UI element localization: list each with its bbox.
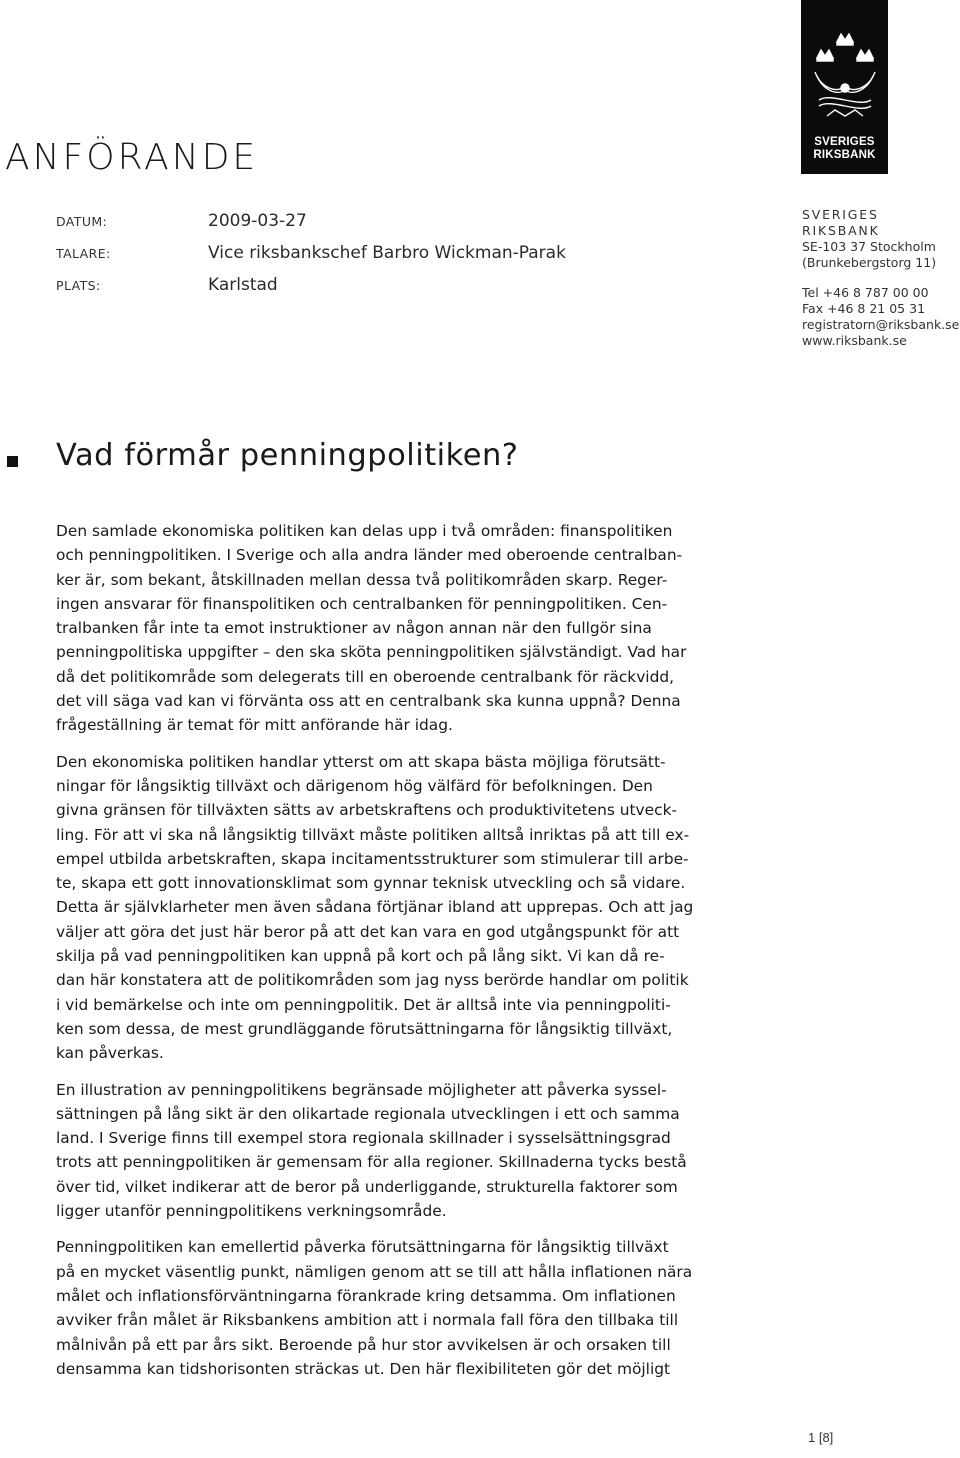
- email-link[interactable]: registratorn@riksbank.se: [802, 317, 960, 332]
- place-value: Karlstad: [208, 275, 278, 295]
- text-line: givna gränsen för tillväxten sätts av arbetskraftens och produktivitetens utveck-: [56, 801, 678, 820]
- text-line: tralbanken får inte ta emot instruktioner av någon annan när den fullgör sina: [56, 619, 652, 638]
- address-block: [802, 207, 960, 349]
- text-line: målnivån på ett par års sikt. Beroende på hur stor avvikelsen är och orsaken till: [56, 1335, 671, 1354]
- speech-title: Vad förmår penningpolitiken?: [56, 438, 519, 473]
- speaker-value: Vice riksbankschef Barbro Wickman-Parak: [208, 243, 566, 263]
- meta-row-date: [56, 205, 616, 237]
- text-line: Penningpolitiken kan emellertid påverka förutsättningarna för långsiktig tillväxt: [56, 1238, 669, 1257]
- text-line: avviker från målet är Riksbankens ambition att i normala fall föra den tillbaka till: [56, 1311, 679, 1330]
- text-line: skilja på vad penningpolitiken kan uppnå på kort och på lång sikt. Vi kan då re-: [56, 947, 665, 966]
- paragraph-4: [56, 1235, 756, 1381]
- fax-number: Fax +46 8 21 05 31: [802, 301, 926, 316]
- postal-address: SE-103 37 Stockholm: [802, 239, 936, 254]
- paragraph-1: [56, 519, 756, 738]
- text-line: dan här konstatera att de politikområden som jag nyss berörde handlar om politik: [56, 971, 689, 990]
- text-line: väljer att göra det just här beror på att det kan vara en god utgångspunkt för att: [56, 922, 680, 941]
- text-line: då det politikområde som delegerats till en oberoende centralbank för räckvidd,: [56, 667, 675, 686]
- paragraph-2: [56, 750, 756, 1066]
- text-line: målet och inflationsförväntningarna förankrade kring detsamma. Om inflationen: [56, 1286, 676, 1305]
- logo-text: [813, 136, 875, 162]
- document-type-heading: ANFÖRANDE: [5, 137, 259, 178]
- text-line: det vill säga vad kan vi förvänta oss att en centralbank ska kunna uppnå? Denna: [56, 692, 681, 711]
- page-number: 1 [8]: [808, 1430, 834, 1445]
- text-line: penningpolitiska uppgifter – den ska sköta penningpolitiken självständigt. Vad har: [56, 643, 687, 662]
- text-line: empel utbilda arbetskraften, skapa incitamentsstrukturer som stimulerar till arbe-: [56, 849, 689, 868]
- date-label: DATUM:: [56, 213, 108, 229]
- riksbank-logo: [801, 0, 888, 174]
- phone-number: Tel +46 8 787 00 00: [802, 285, 929, 300]
- street-address: (Brunkebergstorg 11): [802, 255, 937, 270]
- text-line: sättningen på lång sikt är den olikartade regionala utvecklingen i ett och samma: [56, 1104, 680, 1123]
- title-bullet-icon: [7, 456, 18, 467]
- text-line: ker är, som bekant, åtskillnaden mellan dessa två politikområden skarp. Reger-: [56, 570, 668, 589]
- place-label: PLATS:: [56, 277, 101, 293]
- speech-body: [56, 519, 756, 1393]
- text-line: En illustration av penningpolitikens begränsade möjligheter att påverka syssel-: [56, 1080, 667, 1099]
- bank-name: SVERIGES RIKSBANK: [802, 207, 880, 238]
- text-line: i vid bemärkelse och inte om penningpolitik. Det är alltså inte via penningpoliti-: [56, 995, 671, 1014]
- text-line: kan påverkas.: [56, 1044, 164, 1063]
- text-line: ligger utanför penningpolitikens verkningsområde.: [56, 1202, 447, 1221]
- text-line: över tid, vilket indikerar att de beror på underliggande, strukturella faktorer som: [56, 1177, 678, 1196]
- meta-row-speaker: [56, 237, 616, 269]
- text-line: Den samlade ekonomiska politiken kan delas upp i två områden: finanspolitiken: [56, 522, 673, 540]
- meta-row-place: [56, 269, 616, 301]
- text-line: och penningpolitiken. I Sverige och alla andra länder med oberoende centralban-: [56, 546, 683, 565]
- text-line: densamma kan tidshorisonten sträckas ut. Den här flexibiliteten gör det möjligt: [56, 1359, 671, 1378]
- logo-line-1: SVERIGES: [814, 136, 875, 148]
- paragraph-3: [56, 1078, 756, 1224]
- speaker-label: TALARE:: [56, 245, 111, 261]
- text-line: ningar för långsiktig tillväxt och därigenom hög välfärd för befolkningen. Den: [56, 776, 653, 795]
- riksbank-crown-emblem-icon: [807, 24, 883, 134]
- text-line: ingen ansvarar för finanspolitiken och centralbanken för penningpolitiken. Cen-: [56, 594, 668, 613]
- text-line: trots att penningpolitiken är gemensam för alla regioner. Skillnaderna tycks bestå: [56, 1153, 687, 1172]
- meta-block: [56, 205, 616, 301]
- text-line: på en mycket väsentlig punkt, nämligen genom att se till att hålla inflationen nära: [56, 1262, 693, 1281]
- text-line: frågeställning är temat för mitt anförande här idag.: [56, 716, 453, 735]
- text-line: ken som dessa, de mest grundläggande förutsättningarna för långsiktig tillväxt,: [56, 1019, 673, 1038]
- text-line: te, skapa ett gott innovationsklimat som gynnar teknisk utveckling och så vidare.: [56, 874, 686, 893]
- logo-line-2: RIKSBANK: [813, 149, 876, 161]
- text-line: Den ekonomiska politiken handlar ytterst om att skapa bästa möjliga förutsätt-: [56, 752, 666, 771]
- date-value: 2009-03-27: [208, 211, 307, 231]
- text-line: ling. För att vi ska nå långsiktig tillväxt måste politiken alltså inriktas på att till ex-: [56, 825, 690, 844]
- text-line: land. I Sverige finns till exempel stora regionala skillnader i sysselsättningsgrad: [56, 1129, 671, 1148]
- website-link[interactable]: www.riksbank.se: [802, 333, 907, 348]
- text-line: Detta är självklarheter men även sådana förtjänar ibland att upprepas. Och att jag: [56, 898, 694, 917]
